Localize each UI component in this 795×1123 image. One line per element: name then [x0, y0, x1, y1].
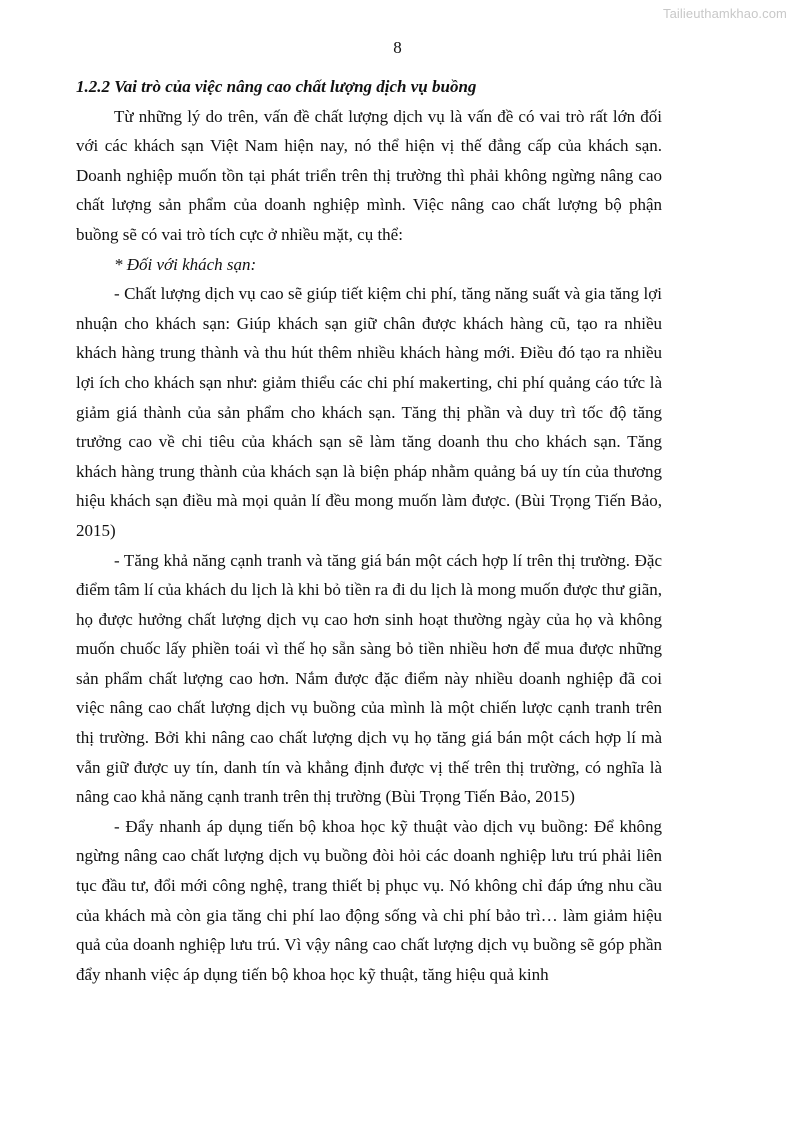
paragraph-technology: - Đẩy nhanh áp dụng tiến bộ khoa học kỹ thuật vào dịch vụ buồng: Để không ngừng nâng cao chất lượng dịch vụ buồng đòi hỏi các doanh nghiệp lưu trú phải liên tục đầu tư, đổi mới công nghệ, trang thiết bị phục vụ. Nó không chỉ đáp ứng nhu cầu của khách mà còn gia tăng chi phí lao động sống và chi phí bảo trì… làm giảm hiệu quả của doanh nghiệp lưu trú. Vì vậy nâng cao chất lượng dịch vụ buồng sẽ góp phần đẩy nhanh việc áp dụng tiến bộ khoa học kỹ thuật, tăng hiệu quả kinh	[76, 816, 662, 984]
paragraph-cost-saving: - Chất lượng dịch vụ cao sẽ giúp tiết kiệm chi phí, tăng năng suất và gia tăng lợi nhuận cho khách sạn: Giúp khách sạn giữ chân được khách hàng cũ, tạo ra nhiều khách hàng trung thành và thu hút thêm nhiều khách hàng mới. Điều đó tạo ra nhiều lợi ích cho khách sạn như: giảm thiểu các chi phí makerting, chi phí quảng cáo tức là giảm giá thành của sản phẩm cho khách sạn. Tăng thị phần và duy trì tốc độ tăng trưởng cao về chi tiêu của khách sạn sẽ làm tăng doanh thu cho khách sạn. Tăng khách hàng trung thành của khách sạn là biện pháp nhằm quảng bá uy tín của thương hiệu khách sạn điều mà mọi quản lí đều mong muốn làm được. (Bùi Trọng Tiến Bảo, 2015)	[76, 284, 662, 540]
section-heading: 1.2.2 Vai trò của việc nâng cao chất lượng dịch vụ buồng	[76, 77, 477, 96]
document-body	[76, 72, 662, 989]
paragraph-competitiveness: - Tăng khả năng cạnh tranh và tăng giá bán một cách hợp lí trên thị trường. Đặc điểm tâm lí của khách du lịch là khi bỏ tiền ra đi du lịch là mong muốn được thư giãn, họ được hưởng chất lượng dịch vụ cao hơn sinh hoạt thường ngày của họ và không muốn chuốc lấy phiền toái vì thế họ sẵn sàng bỏ tiền nhiều hơn để mua được những sản phẩm chất lượng cao hơn. Nắm được đặc điểm này nhiều doanh nghiệp đã coi việc nâng cao chất lượng dịch vụ buồng của mình là một chiến lược cạnh tranh trên thị trường. Bởi khi nâng cao chất lượng dịch vụ họ tăng giá bán một cách hợp lí mà vẫn giữ được uy tín, danh tín và khẳng định được vị thế trên thị trường, có nghĩa là nâng cao khả năng cạnh tranh trên thị trường (Bùi Trọng Tiến Bảo, 2015)	[76, 550, 662, 807]
subheading-hotel: * Đối với khách sạn:	[114, 254, 257, 274]
watermark: Tailieuthamkhao.com	[662, 6, 787, 21]
page-number: 8	[393, 38, 402, 57]
intro-paragraph: Từ những lý do trên, vấn đề chất lượng dịch vụ là vấn đề có vai trò rất lớn đối với các khách sạn Việt Nam hiện nay, nó thể hiện vị thế đẳng cấp của khách sạn. Doanh nghiệp muốn tồn tại phát triển trên thị trường thì phải không ngừng nâng cao chất lượng sản phẩm của doanh nghiệp mình. Việc nâng cao chất lượng bộ phận buồng sẽ có vai trò tích cực ở nhiều mặt, cụ thể:	[76, 106, 662, 244]
